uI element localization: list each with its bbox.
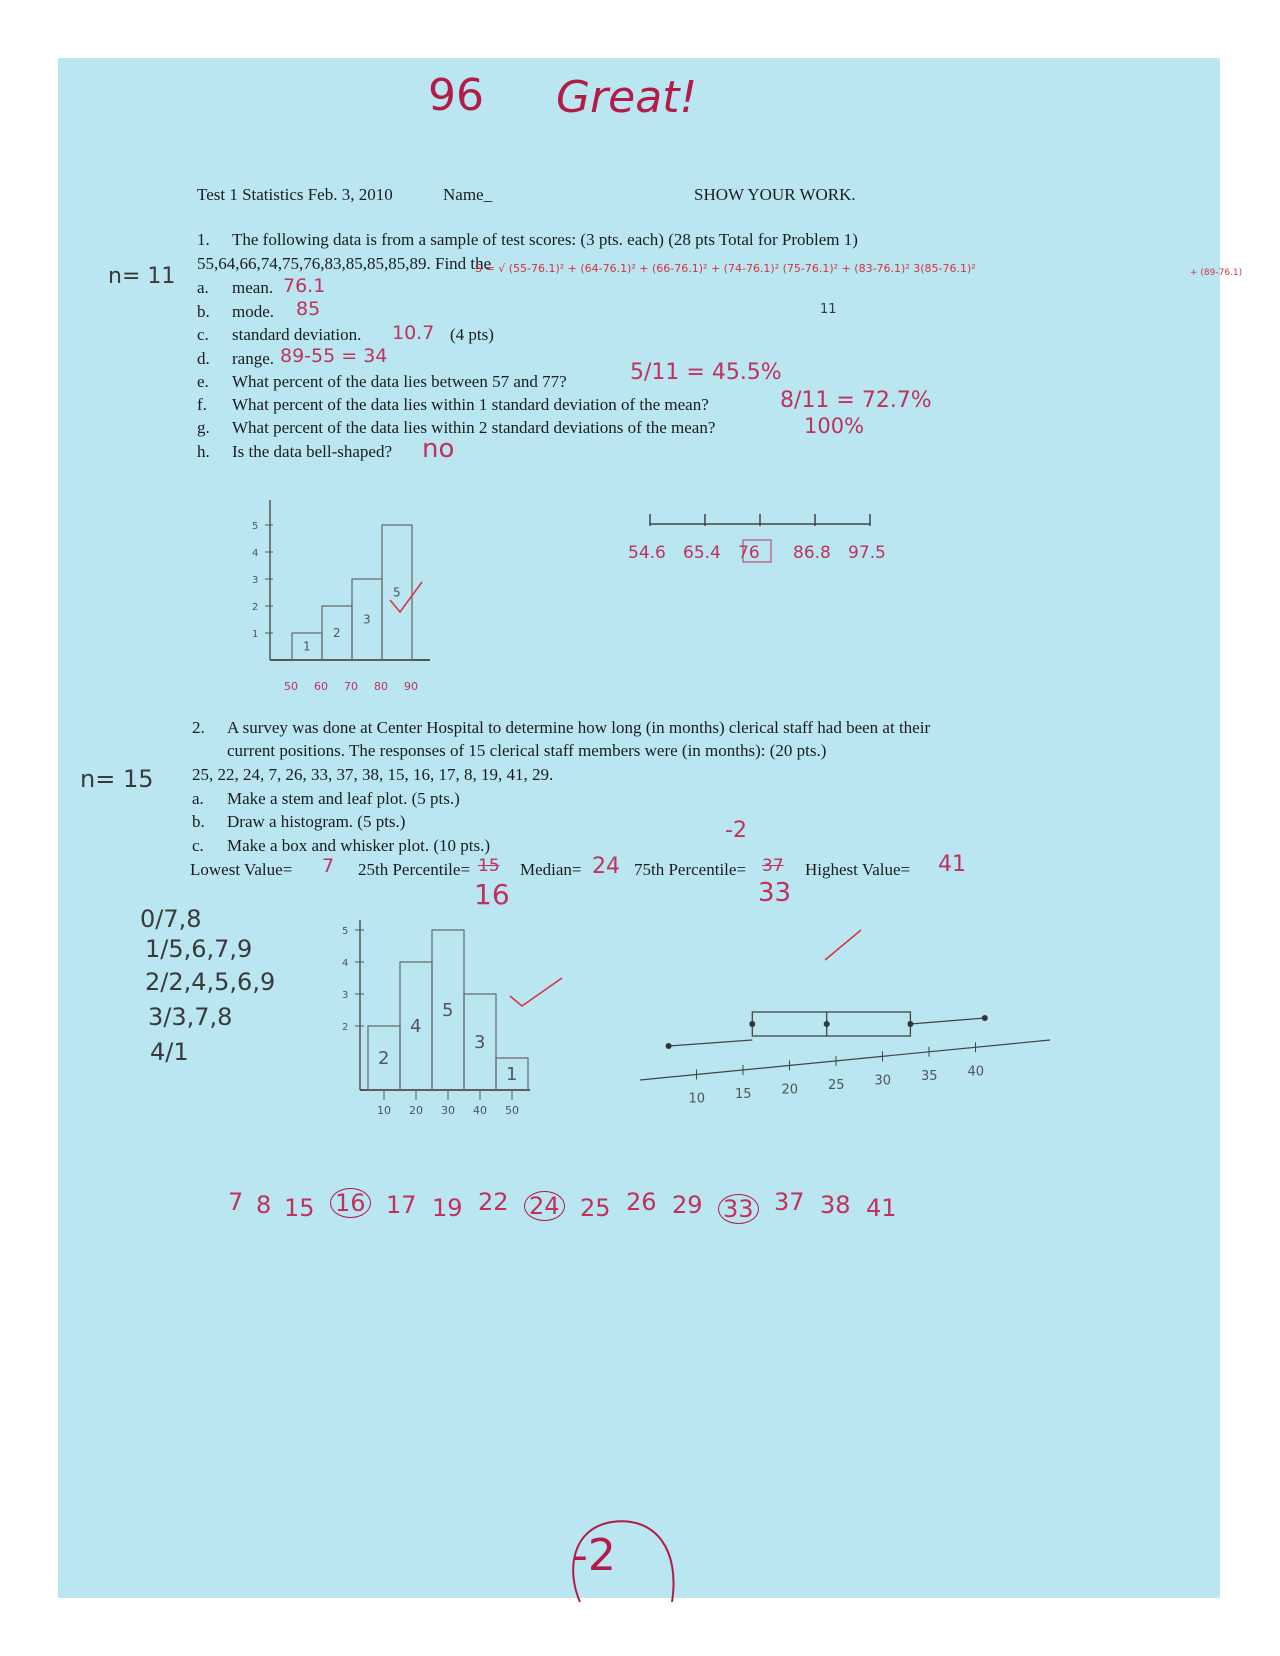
p2-a-letter: a. (192, 789, 204, 808)
bar-label: 1 (506, 1064, 518, 1085)
stem-leaf-row-0: 0/7,8 (140, 905, 202, 933)
number-line-label: 76 (738, 543, 760, 563)
p1-e-letter: e. (197, 372, 209, 391)
boxplot-point (824, 1021, 830, 1027)
sd-work: S = √ (55-76.1)² + (64-76.1)² + (66-76.1)² + (74-76.1)² (75-76.1)² + (83-76.1)² 3(85-76.1)² (475, 262, 976, 275)
bar-label: 5 (393, 585, 401, 600)
p1-h-text: Is the data bell-shaped? (232, 442, 393, 461)
sd-denominator: 11 (820, 302, 837, 317)
p1-f-answer: 8/11 = 72.7% (780, 388, 932, 413)
boxplot-point (907, 1021, 913, 1027)
p1-n-note: n= 11 (108, 264, 176, 289)
p2-boxplot (640, 1010, 1060, 1130)
number-line-label: 25 (828, 1077, 845, 1093)
sorted-value: 15 (284, 1194, 315, 1222)
p2-c-letter: c. (192, 836, 204, 855)
deduction-circle (560, 1510, 690, 1610)
stem-leaf-row-4: 4/1 (150, 1038, 189, 1066)
number-line (640, 1040, 1050, 1080)
bar-label: 3 (363, 612, 371, 627)
p1-g-answer: 100% (804, 414, 865, 438)
sorted-value: 26 (626, 1188, 657, 1216)
grade-score: 96 (428, 70, 484, 121)
sorted-value: 29 (672, 1191, 703, 1219)
p1-h-letter: h. (197, 442, 210, 461)
sorted-value: 19 (432, 1194, 463, 1222)
p2-histogram (330, 920, 570, 1120)
sorted-value: 17 (386, 1191, 417, 1219)
p1-f-letter: f. (197, 395, 207, 414)
p1-a-text: mean. (232, 278, 274, 297)
sorted-value: 25 (580, 1194, 611, 1222)
bar-label: 2 (333, 626, 341, 640)
p2-deduction: -2 (725, 818, 747, 843)
y-tick-label: 2 (342, 1022, 349, 1033)
sorted-value: 24 (524, 1191, 565, 1221)
p2-prompt-2: current positions. The responses of 15 clerical staff members were (in months): (20 pts.) (227, 741, 827, 760)
p1-data: 55,64,66,74,75,76,83,85,85,85,89. Find the (197, 254, 492, 273)
p2-prompt-1: A survey was done at Center Hospital to determine how long (in months) clerical staff had been at their (227, 718, 931, 737)
p2-number: 2. (192, 718, 205, 737)
sorted-value: 41 (866, 1194, 897, 1222)
p1-e-text: What percent of the data lies between 57 and 77? (232, 372, 567, 391)
sorted-value: 33 (718, 1194, 759, 1224)
number-line-label: 86.8 (793, 543, 831, 563)
p1-b-text: mode. (232, 302, 275, 321)
p1-histogram (230, 500, 460, 700)
boxplot-point (982, 1015, 988, 1021)
bar-label: 1 (303, 639, 311, 654)
box (752, 1012, 910, 1036)
q3-label: 75th Percentile= (634, 860, 747, 879)
stem-leaf-row-2: 2/2,4,5,6,9 (145, 968, 276, 996)
p1-a-letter: a. (197, 278, 209, 297)
number-line-label: 97.5 (848, 543, 886, 563)
number-line-label: 30 (874, 1073, 892, 1089)
p1-c-text: standard deviation. (232, 325, 362, 344)
p2-b-letter: b. (192, 812, 205, 831)
bar-label: 3 (474, 1032, 486, 1053)
number-line-label: 65.4 (683, 543, 721, 563)
x-tick-label: 20 (409, 1104, 423, 1117)
x-tick-label: 40 (473, 1104, 487, 1117)
q3-value: 37 (762, 856, 784, 876)
lowest-label: Lowest Value= (190, 860, 293, 879)
stem-leaf-row-3: 3/3,7,8 (148, 1003, 233, 1031)
p1-b-letter: b. (197, 302, 210, 321)
sorted-value: 38 (820, 1191, 851, 1219)
check-mark-icon (510, 978, 562, 1006)
sorted-value: 37 (774, 1188, 805, 1216)
p1-e-answer: 5/11 = 45.5% (630, 360, 782, 385)
p1-g-text: What percent of the data lies within 2 standard deviations of the mean? (232, 418, 716, 437)
bar-label: 2 (378, 1048, 390, 1069)
number-line-label: 10 (688, 1091, 706, 1107)
p1-a-answer: 76.1 (283, 275, 326, 297)
boxplot-point (749, 1021, 755, 1027)
highest-value: 41 (938, 852, 966, 877)
p1-number-line (628, 510, 900, 570)
y-tick-label: 4 (342, 958, 349, 969)
x-tick-label: 50 (284, 680, 298, 693)
p1-d-answer: 89-55 = 34 (280, 345, 388, 367)
number-line-label: 40 (967, 1064, 985, 1080)
x-tick-label: 80 (374, 680, 388, 693)
lower-whisker (669, 1040, 753, 1046)
q1-correction: 16 (474, 878, 510, 911)
y-tick-label: 3 (342, 990, 349, 1001)
final-deduction: -2 (572, 1530, 616, 1581)
number-line-label: 54.6 (628, 543, 666, 563)
y-tick-label: 1 (252, 629, 259, 640)
p1-c-letter: c. (197, 325, 209, 344)
p2-c-text: Make a box and whisker plot. (10 pts.) (227, 836, 490, 855)
grade-comment: Great! (556, 72, 698, 123)
sorted-value: 22 (478, 1188, 509, 1216)
median-value: 24 (592, 854, 620, 879)
p2-b-text: Draw a histogram. (5 pts.) (227, 812, 406, 831)
p1-d-letter: d. (197, 349, 210, 368)
y-tick-label: 5 (252, 521, 259, 532)
sorted-value: 8 (256, 1191, 272, 1219)
median-label: Median= (520, 860, 582, 879)
x-tick-label: 10 (377, 1104, 391, 1117)
p1-number: 1. (197, 230, 210, 249)
p2-a-text: Make a stem and leaf plot. (5 pts.) (227, 789, 460, 808)
p2-data: 25, 22, 24, 7, 26, 33, 37, 38, 15, 16, 17, 8, 19, 41, 29. (192, 765, 554, 784)
stem-leaf-row-1: 1/5,6,7,9 (145, 935, 253, 963)
x-tick-label: 90 (404, 680, 418, 693)
p1-c-answer: 10.7 (392, 322, 435, 344)
x-tick-label: 50 (505, 1104, 519, 1117)
p2-n-note: n= 15 (80, 765, 154, 793)
number-line-label: 15 (735, 1086, 752, 1102)
x-tick-label: 60 (314, 680, 328, 693)
upper-whisker (910, 1018, 984, 1024)
x-tick-label: 30 (441, 1104, 455, 1117)
y-tick-label: 3 (252, 575, 259, 586)
sorted-value: 16 (330, 1188, 371, 1218)
q1-label: 25th Percentile= (358, 860, 471, 879)
p1-f-text: What percent of the data lies within 1 standard deviation of the mean? (232, 395, 709, 414)
p1-prompt: The following data is from a sample of test scores: (3 pts. each) (28 pts Total for Problem 1) (232, 230, 858, 249)
q3-correction: 33 (758, 878, 792, 908)
p1-c-suffix: (4 pts) (450, 325, 494, 344)
p1-g-letter: g. (197, 418, 210, 437)
q1-value: 15 (478, 856, 500, 876)
instruction: SHOW YOUR WORK. (694, 185, 856, 204)
bar-label: 5 (442, 1000, 454, 1021)
highest-label: Highest Value= (805, 860, 911, 879)
test-title: Test 1 Statistics Feb. 3, 2010 (197, 185, 393, 204)
number-line-label: 20 (781, 1082, 799, 1098)
y-tick-label: 2 (252, 602, 259, 613)
p1-h-answer: no (422, 434, 455, 464)
number-line-label: 35 (921, 1068, 938, 1084)
p1-d-text: range. (232, 349, 275, 368)
sorted-value: 7 (228, 1188, 244, 1216)
boxplot-point (666, 1043, 672, 1049)
y-tick-label: 4 (252, 548, 259, 559)
bar-label: 4 (410, 1016, 422, 1037)
p1-b-answer: 85 (296, 298, 321, 320)
x-tick-label: 70 (344, 680, 358, 693)
y-tick-label: 5 (342, 926, 349, 937)
lowest-value: 7 (322, 855, 335, 877)
sd-extra: + (89-76.1) (1190, 268, 1243, 278)
name-label: Name_ (443, 185, 493, 204)
